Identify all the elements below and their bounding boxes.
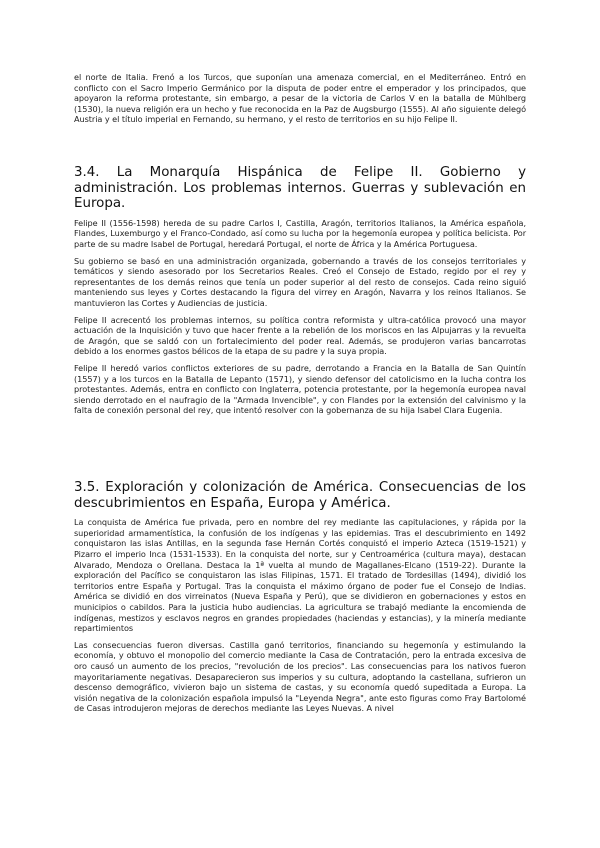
section-3-4-paragraph-4: Felipe II heredó varios conflictos exteriores de su padre, derrotando a Francia en la Batalla de San Quintín (1557) y a los turcos en la Batalla de Lepanto (1571), y siendo defensor del catolicismo en la lucha contra los protestantes. Además, entra en conflicto con Inglaterra, potencia protestante, por la hegemonía europea naval siendo derrotado en el naufragio de la "Armada Invencible", y con Flandes por la extensión del calvinismo y la falta de conexión personal del rey, que intentó resolver con la gobernanza de su hija Isabel Clara Eugenia.: [74, 362, 526, 416]
section-3-5: [74, 480, 526, 720]
section-3-4-paragraph-2: Su gobierno se basó en una administración organizada, gobernando a través de los consejos territoriales y temáticos y siendo asesorado por los Secretarios Reales. Creó el Consejo de Estado, regido por el rey y representantes de los demás reinos que tenía un poder superior al del resto de consejos. Cada reino siguió manteniendo sus leyes y Cortes destacando la figura del virrey en Aragón, Navarra y los reinos Italianos. Se mantuvieron las Cortes y Audiencias de justicia.: [74, 255, 526, 308]
section-3-4-heading: 3.4. La Monarquía Hispánica de Felipe II. Gobierno y administración. Los problemas internos. Guerras y sublevación en Europa.: [74, 165, 526, 212]
intro-paragraph: el norte de Italia. Frenó a los Turcos, que suponían una amenaza comercial, en el Mediterráneo. Entró en conflicto con el Sacro Imperio Germánico por la disputa de poder entre el emperador y los principados, que apoyaron la reforma protestante, sin embargo, a pesar de la victoria de Carlos V en la batalla de Mühlberg (1530), la nueva religión era un hecho y fue reconocida en la Paz de Augsburgo (1555). Al año siguiente delegó Austria y el título imperial en Fernando, su hermano, y el resto de territorios en su hijo Felipe II.: [74, 72, 526, 125]
section-3-4-paragraph-3: Felipe II acrecentó los problemas internos, su política contra reformista y ultra-católica provocó una mayor actuación de la Inquisición y tuvo que hacer frente a la rebelión de los moriscos en las Alpujarras y la revuelta de Aragón, que se saldó con un fortalecimiento del poder real. Además, se produjeron varias bancarrotas debido a los enormes gastos bélicos de la etapa de su padre y la suya propia.: [74, 314, 526, 357]
intro-block: [74, 72, 526, 131]
section-3-5-heading: 3.5. Exploración y colonización de América. Consecuencias de los descubrimientos en España, Europa y América.: [74, 480, 526, 511]
section-3-5-paragraph-2: Las consecuencias fueron diversas. Castilla ganó territorios, financiando su hegemonía y estimulando la economía, y obtuvo el monopolio del comercio mediante la Casa de Contratación, pero la entrada excesiva de oro causó un aumento de los precios, "revolución de los precios". Las consecuencias para los nativos fueron mayoritariamente negativas. Desaparecieron sus imperios y su cultura, adoptando la castellana, sufrieron un descenso demográfico, vivieron bajo un sistema de castas, y su economía quedó supeditada a Europa. La visión negativa de la colonización española impulsó la "Leyenda Negra", ante esto figuras como Fray Bartolomé de Casas introdujeron mejoras de derechos mediante las Leyes Nuevas. A nivel: [74, 639, 526, 714]
section-3-4: [74, 165, 526, 422]
section-3-4-paragraph-1: Felipe II (1556-1598) hereda de su padre Carlos I, Castilla, Aragón, territorios Italianos, la América española, Flandes, Luxemburgo y el Franco-Condado, así como su lucha por la hegemonía europea y política belicista. Por parte de su madre Isabel de Portugal, heredará Portugal, el norte de África y la América Portuguesa.: [74, 217, 526, 249]
section-3-5-paragraph-1: La conquista de América fue privada, pero en nombre del rey mediante las capitulaciones, y rápida por la superioridad armamentística, la confusión de los indígenas y las epidemias. Tras el descubrimiento en 1492 conquistaron las islas Antillas, en la segunda fase Hernán Cortés conquistó el imperio Azteca (1519-1521) y Pizarro el imperio Inca (1531-1533). En la conquista del norte, sur y Centroamérica (cultura maya), destacan Alvarado, Mendoza o Orellana. Destaca la 1ª vuelta al mundo de Magallanes-Elcano (1519-22). Durante la exploración del Pacífico se conquistaron las islas Filipinas, 1571. El tratado de Tordesillas (1494), dividió los territorios entre España y Portugal. Tras la conquista el máximo órgano de poder fue el Consejo de Indias. América se dividió en dos virreinatos (Nueva España y Perú), que se dividieron en gobernaciones y estos en municipios o cabildos. Para la justicia hubo audiencias. La agricultura se trabajó mediante la encomienda de indígenas, mestizos y esclavos negros en grandes propiedades (haciendas y estancias), y la minería mediante repartimientos: [74, 517, 526, 634]
